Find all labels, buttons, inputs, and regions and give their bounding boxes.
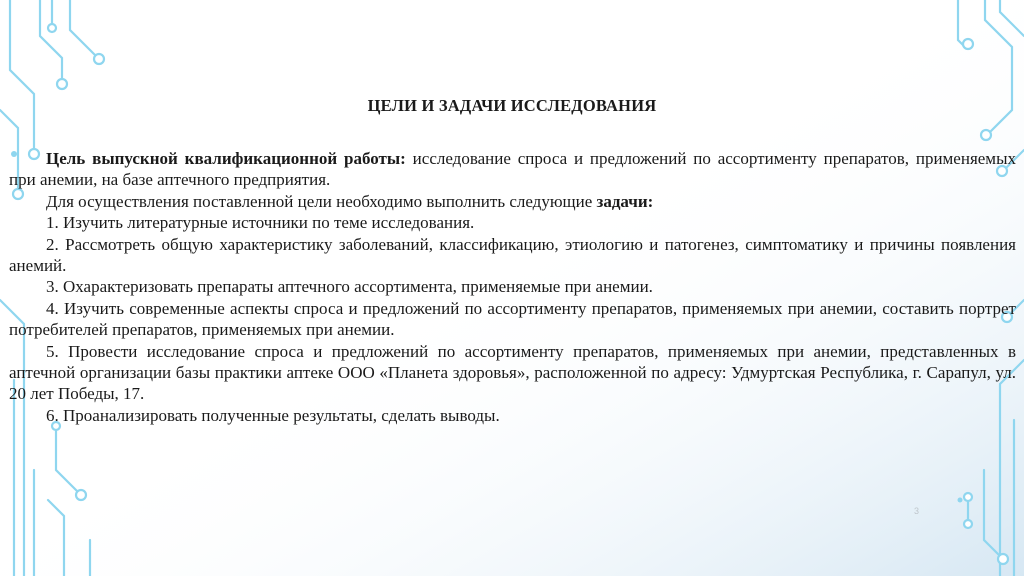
task-item: 5. Провести исследование спроса и предложений по ассортименту препаратов, применяемых при анемии, представленных в аптечной организации базы практики аптеке ООО «Планета здоровья», расположенной по адресу: Удмуртская Республика, г. Сарапул, ул. 20 лет Победы, 17. — [9, 341, 1016, 404]
task-item: 1. Изучить литературные источники по теме исследования. — [46, 213, 475, 233]
tasks-word: задачи: — [596, 191, 654, 211]
slide-title: ЦЕЛИ И ЗАДАЧИ ИССЛЕДОВАНИЯ — [367, 96, 657, 115]
task-item: 6. Проанализировать полученные результаты, сделать выводы. — [46, 405, 500, 425]
page-number: 3 — [914, 506, 920, 516]
task-item: 2. Рассмотреть общую характеристику заболеваний, классификацию, этиологию и патогенез, симптоматику и причины появления анемий. — [9, 234, 1016, 276]
task-item: 4. Изучить современные аспекты спроса и предложений по ассортименту препаратов, применяемых при анемии, составить портрет потребителей препаратов, применяемых при анемии. — [9, 298, 1016, 340]
goal-label: Цель выпускной квалификационной работы: — [46, 149, 406, 168]
slide-body — [9, 148, 1016, 426]
goal-text: исследование спроса и предложений по ассортименту препаратов, применяемых при анемии, на базе аптечного предприятия. — [9, 149, 1016, 190]
goal-paragraph — [9, 148, 1016, 191]
tasks-intro-paragraph — [9, 191, 1016, 212]
tasks-intro: Для осуществления поставленной цели необходимо выполнить следующие — [46, 191, 597, 211]
task-item: 3. Охарактеризовать препараты аптечного ассортимента, применяемые при анемии. — [46, 277, 653, 297]
